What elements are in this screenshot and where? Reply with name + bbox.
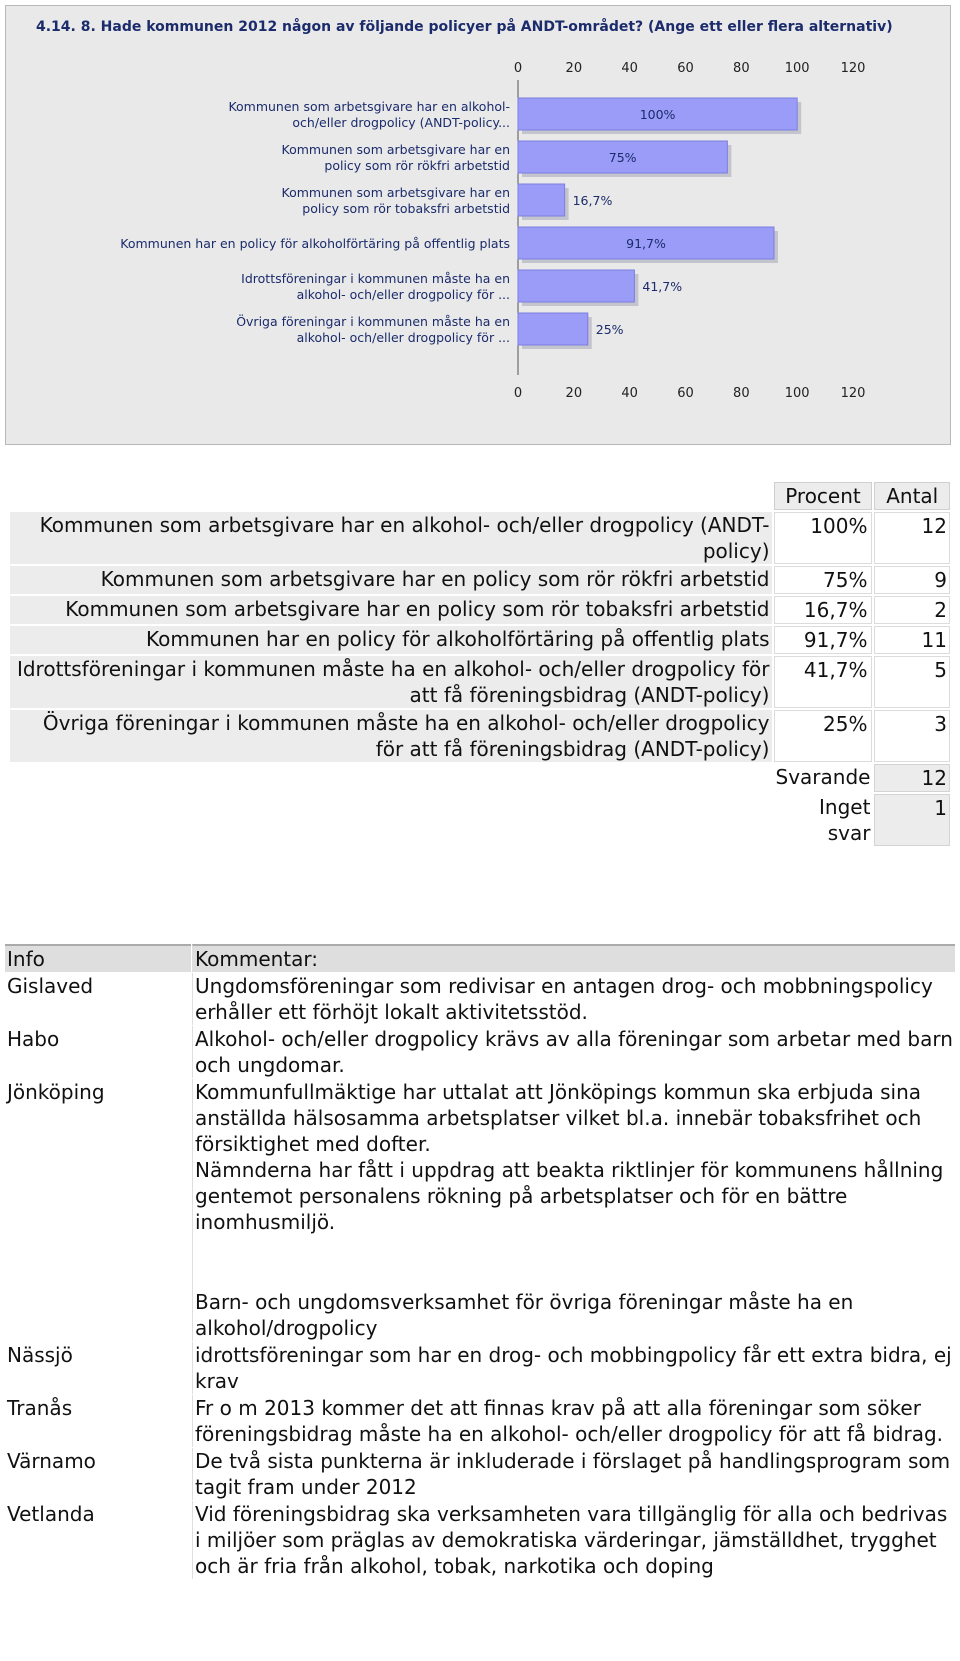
category-label: Kommunen som arbetsgivare har en alkohol- <box>228 99 510 114</box>
bar <box>518 270 634 302</box>
row-percent: 91,7% <box>774 626 873 654</box>
comment-place: Gislaved <box>5 973 191 1025</box>
comment-row <box>5 1501 955 1579</box>
x-tick-label-bottom: 60 <box>677 386 694 401</box>
comment-row <box>5 1026 955 1078</box>
row-label: Idrottsföreningar i kommunen måste ha en alkohol- och/eller drogpolicy för att få föreningsbidrag (ANDT-policy) <box>10 656 772 708</box>
row-count: 2 <box>874 596 950 624</box>
row-count: 9 <box>874 566 950 594</box>
row-count: 3 <box>874 710 950 762</box>
bar-value-label: 91,7% <box>626 236 666 251</box>
category-label: alkohol- och/eller drogpolicy för ... <box>296 287 510 302</box>
table-row <box>10 596 950 624</box>
comment-text: De två sista punkterna är inkluderade i förslaget på handlingsprogram som tagit fram under 2012 <box>192 1448 955 1500</box>
comments-table <box>4 943 956 1580</box>
row-count: 12 <box>874 512 950 564</box>
comments-header-row <box>5 944 955 972</box>
comment-row <box>5 973 955 1025</box>
comment-text: Nämnderna har fått i uppdrag att beakta riktlinjer för kommunens hållning gentemot personalens rökning på arbetsplatser och för en bättre inomhusmiljö. <box>195 1158 944 1234</box>
category-label: Idrottsföreningar i kommunen måste ha en <box>241 271 510 286</box>
row-label: Kommunen som arbetsgivare har en policy som rör rökfri arbetstid <box>10 566 772 594</box>
x-tick-label-bottom: 20 <box>565 386 583 401</box>
bar-value-label: 25% <box>595 322 624 337</box>
bar-value-label: 41,7% <box>642 279 683 294</box>
comment-place: Tranås <box>5 1395 191 1447</box>
comment-row <box>5 1342 955 1394</box>
respondents-row <box>10 764 950 792</box>
row-count: 11 <box>874 626 950 654</box>
x-tick-label-bottom: 0 <box>513 386 523 401</box>
row-label: Kommunen som arbetsgivare har en alkohol- och/eller drogpolicy (ANDT-policy) <box>10 512 772 564</box>
comment-place: Värnamo <box>5 1448 191 1500</box>
comment-text: Fr o m 2013 kommer det att finnas krav på att alla föreningar som söker föreningsbidrag måste ha en alkohol- och/eller drogpolicy för att få bidrag. <box>192 1395 955 1447</box>
comment-place: Nässjö <box>5 1342 191 1394</box>
row-label: Övriga föreningar i kommunen måste ha en alkohol- och/eller drogpolicy för att få föreningsbidrag (ANDT-policy) <box>10 710 772 762</box>
x-tick-label-bottom: 40 <box>621 386 638 401</box>
comment-text: Ungdomsföreningar som redivisar en antagen drog- och mobbningspolicy erhåller ett förhöjt lokalt aktivitetsstöd. <box>192 973 955 1025</box>
category-label: alkohol- och/eller drogpolicy för ... <box>296 330 510 345</box>
chart-title: 4.14. 8. Hade kommunen 2012 någon av följande policyer på ANDT-området? (Ange ett eller flera alternativ) <box>36 19 893 35</box>
comment-text: Barn- och ungdomsverksamhet för övriga föreningar måste ha en alkohol/drogpolicy <box>195 1290 854 1340</box>
x-tick-label-top: 0 <box>513 61 523 76</box>
comment-text: idrottsföreningar som har en drog- och mobbingpolicy får ett extra bidra, ej krav <box>192 1342 955 1394</box>
x-tick-label-bottom: 80 <box>733 386 750 401</box>
comment-row <box>5 1395 955 1447</box>
no-answer-label: Inget svar <box>774 794 873 846</box>
info-header: Info <box>5 944 191 972</box>
results-table <box>8 480 952 848</box>
comment-header: Kommentar: <box>192 944 955 972</box>
category-label: Kommunen har en policy för alkoholförtäring på offentlig plats <box>120 236 510 251</box>
x-tick-label-top: 20 <box>565 61 583 76</box>
category-label: Kommunen som arbetsgivare har en <box>281 142 510 157</box>
x-tick-label-top: 80 <box>733 61 750 76</box>
table-row <box>10 656 950 708</box>
row-label: Kommunen har en policy för alkoholförtäring på offentlig plats <box>10 626 772 654</box>
row-percent: 100% <box>774 512 873 564</box>
percent-header: Procent <box>774 482 873 510</box>
table-row <box>10 626 950 654</box>
comment-place: Vetlanda <box>5 1501 191 1579</box>
bar <box>518 313 588 345</box>
x-tick-label-top: 100 <box>784 61 810 76</box>
category-label: och/eller drogpolicy (ANDT-policy... <box>292 115 510 130</box>
row-label: Kommunen som arbetsgivare har en policy som rör tobaksfri arbetstid <box>10 596 772 624</box>
table-row <box>10 512 950 564</box>
category-label: Övriga föreningar i kommunen måste ha en <box>236 314 510 329</box>
comment-text-block <box>192 1079 955 1341</box>
comment-row <box>5 1079 955 1341</box>
row-percent: 16,7% <box>774 596 873 624</box>
x-tick-label-top: 60 <box>677 61 694 76</box>
bar-value-label: 75% <box>608 150 637 165</box>
bar <box>518 184 565 216</box>
row-count: 5 <box>874 656 950 708</box>
comment-row <box>5 1448 955 1500</box>
respondents-label: Svarande <box>774 764 873 792</box>
count-header: Antal <box>874 482 950 510</box>
comment-place: Jönköping <box>5 1079 191 1341</box>
respondents-value: 12 <box>874 764 950 792</box>
results-header-row <box>10 482 950 510</box>
comment-text: Kommunfullmäktige har uttalat att Jönköpings kommun ska erbjuda sina anställda hälsosamma arbetsplatser vilket bl.a. innebär tobaksfrihet och försiktighet med dofter. <box>195 1080 922 1156</box>
table-row <box>10 566 950 594</box>
comment-place: Habo <box>5 1026 191 1078</box>
bar-chart <box>6 6 950 444</box>
x-tick-label-top: 40 <box>621 61 638 76</box>
bar-value-label: 100% <box>639 107 676 122</box>
row-percent: 41,7% <box>774 656 873 708</box>
bar-chart-panel <box>5 5 951 445</box>
comment-text: Vid föreningsbidrag ska verksamheten vara tillgänglig för alla och bedrivas i miljöer som präglas av demokratiska värderingar, jämställdhet, trygghet och är fria från alkohol, tobak, narkotika och doping <box>192 1501 955 1579</box>
category-label: policy som rör tobaksfri arbetstid <box>302 201 510 216</box>
x-tick-label-bottom: 100 <box>784 386 810 401</box>
category-label: Kommunen som arbetsgivare har en <box>281 185 510 200</box>
x-tick-label-top: 120 <box>840 61 866 76</box>
x-tick-label-bottom: 120 <box>840 386 866 401</box>
comment-text: Alkohol- och/eller drogpolicy krävs av alla föreningar som arbetar med barn och ungdomar. <box>192 1026 955 1078</box>
no-answer-value: 1 <box>874 794 950 846</box>
row-percent: 75% <box>774 566 873 594</box>
bar-value-label: 16,7% <box>572 193 613 208</box>
row-percent: 25% <box>774 710 873 762</box>
table-row <box>10 710 950 762</box>
no-answer-row <box>10 794 950 846</box>
category-label: policy som rör rökfri arbetstid <box>324 158 510 173</box>
